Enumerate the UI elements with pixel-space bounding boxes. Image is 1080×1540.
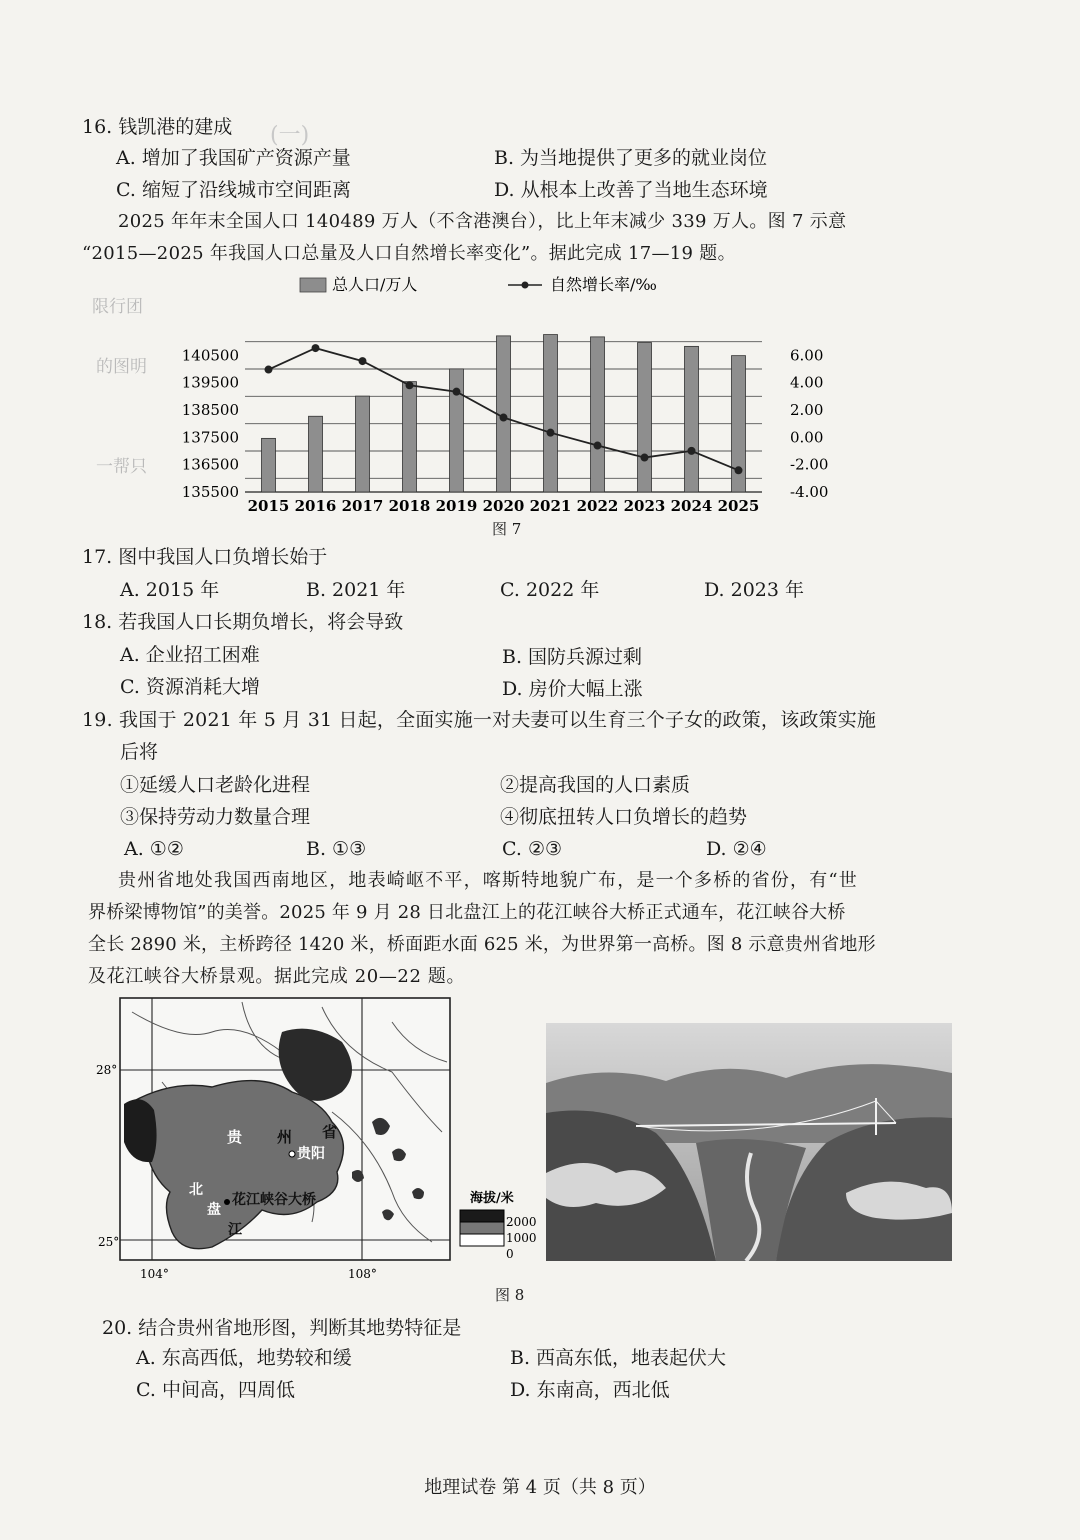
guizhou-terrain-map: [92, 992, 542, 1292]
map-label-pan: 盘: [207, 1202, 221, 1218]
left-tick-label: 140500: [181, 346, 239, 365]
q20-option-b: B. 西高东低，地表起伏大: [510, 1347, 727, 1369]
map-label-bei: 北: [189, 1182, 203, 1198]
legend-bar-swatch: [300, 278, 326, 292]
bar-series: [262, 335, 746, 492]
faded-bleedthrough-1: 限行团: [92, 297, 143, 317]
right-tick-label: -4.00: [790, 483, 829, 501]
left-tick-label: 137500: [181, 428, 239, 447]
bridge-photo-art: [546, 1023, 952, 1261]
growth-rate-point: [453, 388, 461, 396]
intro1-line1: 2025 年年末全国人口 140489 万人（不含港澳台），比上年末减少 339 万人。图 7 示意: [118, 211, 847, 232]
right-tick-label: 0.00: [790, 428, 824, 447]
growth-rate-point: [312, 344, 320, 352]
growth-rate-point: [547, 429, 555, 437]
population-chart: [90, 270, 850, 532]
growth-rate-point: [688, 447, 696, 455]
guiyang-marker: [289, 1151, 295, 1157]
left-tick-label: 135500: [181, 483, 239, 501]
elevation-legend-0: 0: [506, 1247, 514, 1261]
elevation-legend-2000: 2000: [506, 1215, 537, 1229]
intro2-line3: 全长 2890 米，主桥跨径 1420 米，桥面距水面 625 米，为世界第一高桥。图 8 示意贵州省地形: [88, 934, 876, 955]
x-tick-label: 2016: [294, 497, 337, 515]
population-bar: [450, 369, 464, 492]
lon-108-label: 108°: [348, 1267, 377, 1281]
left-axis-ticks: [182, 346, 239, 501]
figure-8-caption: 图 8: [495, 1286, 525, 1304]
right-tick-label: 4.00: [790, 373, 824, 392]
intro1-line2: “2015—2025 年我国人口总量及人口自然增长率变化”。据此完成 17—19 题。: [82, 243, 736, 264]
map-label-guiyang: 贵阳: [297, 1146, 325, 1162]
right-tick-label: -2.00: [790, 455, 829, 474]
population-bar: [403, 382, 417, 492]
q19-option-b: B. ①③: [306, 838, 367, 860]
left-tick-label: 136500: [181, 455, 239, 474]
growth-rate-point: [406, 381, 414, 389]
q17-option-b: B. 2021 年: [306, 579, 406, 601]
elevation-legend-high: [460, 1210, 504, 1222]
lon-104-label: 104°: [140, 1267, 169, 1281]
faded-bleedthrough-2: 的图明: [96, 357, 147, 377]
q19-statement-3: ③保持劳动力数量合理: [120, 806, 311, 828]
q16-stem: 16. 钱凯港的建成: [82, 116, 233, 138]
map-label-gui: 贵: [227, 1128, 243, 1146]
huajiang-bridge-photo: [546, 1023, 952, 1261]
growth-rate-point: [735, 466, 743, 474]
figure-7-caption: 图 7: [492, 520, 522, 538]
population-bar: [685, 346, 699, 492]
right-tick-label: 6.00: [790, 346, 824, 365]
x-tick-label: 2025: [717, 497, 760, 515]
q20-stem: 20. 结合贵州省地形图，判断其地势特征是: [102, 1317, 462, 1339]
q16-option-d: D. 从根本上改善了当地生态环境: [494, 179, 768, 201]
x-tick-label: 2024: [670, 497, 713, 515]
growth-rate-point: [265, 366, 273, 374]
q19-statement-2: ②提高我国的人口素质: [500, 774, 691, 796]
intro2-line4: 及花江峡谷大桥景观。据此完成 20—22 题。: [88, 966, 466, 987]
q16-option-a: A. 增加了我国矿产资源产量: [116, 147, 351, 169]
left-tick-label: 138500: [181, 401, 239, 419]
q18-stem: 18. 若我国人口长期负增长，将会导致: [82, 611, 404, 633]
q18-option-c: C. 资源消耗大增: [120, 676, 260, 698]
q20-option-a: A. 东高西低，地势较和缓: [136, 1347, 352, 1369]
map-label-zhou: 州: [277, 1128, 293, 1146]
legend-bar-label: 总人口/万人: [332, 275, 418, 294]
elevation-legend-mid: [460, 1222, 504, 1234]
right-tick-label: 2.00: [790, 401, 824, 419]
x-tick-label: 2022: [576, 497, 619, 515]
q19-stem-line1: 19. 我国于 2021 年 5 月 31 日起，全面实施一对夫妻可以生育三个子女的政策，该政策实施: [82, 709, 877, 731]
q17-stem: 17. 图中我国人口负增长始于: [82, 546, 328, 568]
bridge-marker: [224, 1199, 230, 1205]
q19-option-d: D. ②④: [706, 838, 767, 860]
population-bar: [262, 438, 276, 492]
q19-option-a: A. ①②: [124, 838, 184, 860]
q17-option-d: D. 2023 年: [704, 579, 805, 601]
lat-28-label: 28°: [96, 1063, 118, 1077]
q17-option-a: A. 2015 年: [120, 579, 220, 601]
q18-option-d: D. 房价大幅上涨: [502, 678, 643, 700]
x-tick-label: 2015: [247, 497, 290, 515]
q19-statement-4: ④彻底扭转人口负增长的趋势: [500, 806, 748, 828]
population-bar: [544, 335, 558, 492]
intro2-line1: 贵州省地处我国西南地区，地表崎岖不平，喀斯特地貌广布，是一个多桥的省份，有“世: [118, 870, 858, 891]
elevation-legend-title: 海拔/米: [470, 1191, 514, 1206]
left-tick-label: 139500: [181, 373, 239, 392]
faded-bleedthrough-3: 一帮只: [96, 457, 147, 477]
map-label-bridge: 花江峡谷大桥: [232, 1192, 316, 1208]
population-bar: [591, 337, 605, 492]
q18-option-a: A. 企业招工困难: [120, 644, 260, 666]
x-tick-label: 2019: [435, 497, 478, 515]
growth-rate-point: [594, 442, 602, 450]
map-label-jiang: 江: [228, 1222, 242, 1238]
population-bar: [309, 416, 323, 492]
elevation-legend-low: [460, 1234, 504, 1246]
q20-option-c: C. 中间高，四周低: [136, 1379, 295, 1401]
q20-option-d: D. 东南高，西北低: [510, 1379, 670, 1401]
x-tick-label: 2018: [388, 497, 431, 515]
x-tick-label: 2023: [623, 497, 666, 515]
elevation-legend-1000: 1000: [506, 1231, 537, 1245]
population-bar: [638, 343, 652, 492]
page-footer: 地理试卷 第 4 页（共 8 页）: [424, 1477, 656, 1498]
x-axis-ticks: [248, 497, 760, 515]
map-label-sheng: 省: [322, 1123, 338, 1141]
legend-line-label: 自然增长率/‰: [550, 275, 657, 294]
x-tick-label: 2021: [529, 497, 572, 515]
growth-rate-point: [359, 357, 367, 365]
faded-stamp: (一): [270, 123, 310, 148]
q18-option-b: B. 国防兵源过剩: [502, 646, 643, 668]
q17-option-c: C. 2022 年: [500, 579, 600, 601]
legend-line-marker: [522, 282, 529, 289]
intro2-line2: 界桥梁博物馆”的美誉。2025 年 9 月 28 日北盘江上的花江峡谷大桥正式通车，花江峡谷大桥: [88, 902, 846, 923]
growth-rate-point: [500, 414, 508, 422]
x-tick-label: 2017: [341, 497, 384, 515]
right-axis-ticks: [790, 346, 828, 501]
x-tick-label: 2020: [482, 497, 525, 515]
q19-statement-1: ①延缓人口老龄化进程: [120, 774, 311, 796]
q16-option-b: B. 为当地提供了更多的就业岗位: [494, 147, 768, 169]
chart-legend: [300, 275, 657, 294]
q19-stem-line2: 后将: [120, 741, 159, 763]
q16-option-c: C. 缩短了沿线城市空间距离: [116, 179, 351, 201]
growth-rate-point: [641, 454, 649, 462]
q19-option-c: C. ②③: [502, 838, 563, 860]
population-bar: [356, 396, 370, 492]
lat-25-label: 25°: [98, 1235, 120, 1249]
